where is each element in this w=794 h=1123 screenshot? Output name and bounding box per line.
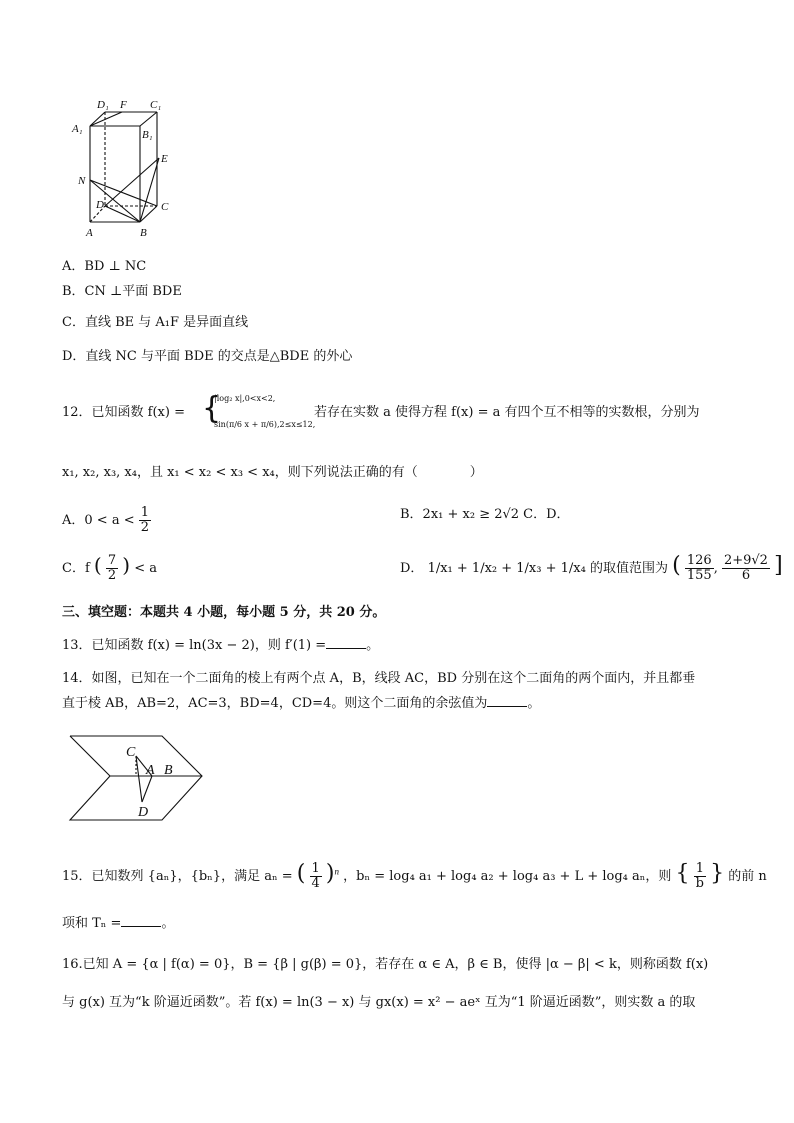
q15-base-den: 4 bbox=[311, 876, 320, 891]
q12-stem-mid: 若存在实数 a 使得方程 f(x) = a 有四个互不相等的实数根，分别为 bbox=[314, 405, 700, 420]
q15-end: 。 bbox=[161, 916, 175, 931]
q11-option-a: A．BD ⊥ NC bbox=[62, 259, 147, 274]
paren-open: ( bbox=[672, 553, 681, 578]
q15-line2: 项和 Tₙ = bbox=[62, 916, 122, 931]
q15-line1 bbox=[62, 862, 767, 891]
q14-line2: 直于棱 AB，AB=2，AC=3，BD=4，CD=4。则这个二面角的余弦值为 bbox=[62, 696, 488, 711]
q14-line1: 14．如图，已知在一个二面角的棱上有两个点 A，B，线段 AC，BD 分别在这个二面角的两个面内，并且都垂 bbox=[62, 671, 696, 686]
q12-option-d-right-den: 6 bbox=[741, 568, 751, 583]
q12-piece2: sin(π/6 x + π/6),2≤x≤12, bbox=[214, 420, 316, 429]
q12-option-d-right-fraction bbox=[722, 554, 770, 583]
q14-end: 。 bbox=[527, 696, 541, 711]
q12-option-d-mid: 的取值范围为 bbox=[589, 561, 668, 576]
q15-answer-blank bbox=[121, 914, 161, 927]
q11-option-d: D．直线 NC 与平面 BDE 的交点是△BDE 的外心 bbox=[62, 349, 353, 364]
bracket-close: ] bbox=[774, 553, 783, 578]
cube-label-F: F bbox=[120, 99, 127, 111]
q13-text: 13．已知函数 f(x) = ln(3x − 2)，则 f′(1) = bbox=[62, 638, 327, 653]
q15-after: 的前 n bbox=[728, 869, 767, 884]
q15-set-den: b bbox=[695, 876, 704, 891]
q12-option-c-num: 7 bbox=[107, 553, 117, 568]
q13 bbox=[62, 636, 379, 655]
q16-line1: 16.已知 A = {α | f(α) = 0}，B = {β | g(β) = 0}，若存在 α ∈ A，β ∈ B，使得 |α − β| < k，则称函数 f(x) bbox=[62, 957, 709, 972]
q14-line2-wrap bbox=[62, 694, 540, 713]
q15-set-fraction bbox=[694, 862, 706, 891]
cube-label-B1: B₁ bbox=[142, 129, 153, 141]
q15-stem: 15．已知数列 {aₙ}，{bₙ}，满足 aₙ = bbox=[62, 869, 293, 884]
cube-label-C: C bbox=[161, 201, 169, 213]
cube-label-N: N bbox=[78, 175, 86, 187]
cube-figure bbox=[60, 96, 190, 246]
cube-label-A: A bbox=[86, 227, 93, 239]
q13-end: 。 bbox=[366, 638, 380, 653]
q15-mid: ，bₙ = log₄ a₁ + log₄ a₂ + log₄ a₃ + L + log₄ aₙ，则 bbox=[343, 869, 672, 884]
cube-label-D: D bbox=[96, 199, 104, 211]
dihedral-label-D: D bbox=[138, 805, 149, 820]
q12-option-d: D． 1/x₁ + 1/x₂ + 1/x₃ + 1/x₄ 的取值范围为 ( $\frac{126}{155}$ , $\frac{2+9√2}{6}$ ] bbox=[400, 553, 783, 583]
cube-label-B: B bbox=[140, 227, 147, 239]
q12-option-d-right-num: 2+9√2 bbox=[723, 553, 768, 568]
paren-close: ) bbox=[122, 553, 131, 577]
q13-answer-blank bbox=[326, 636, 366, 649]
q12-option-d-sum: 1/x₁ + 1/x₂ + 1/x₃ + 1/x₄ bbox=[427, 561, 586, 576]
cube-label-E: E bbox=[161, 153, 168, 165]
q15-base-num: 1 bbox=[311, 861, 320, 876]
q12-option-d-left-den: 155 bbox=[686, 568, 712, 583]
q12-option-c-suffix: < a bbox=[134, 561, 158, 576]
brace-close: } bbox=[710, 861, 725, 886]
q12-stem-start: 12．已知函数 f(x) = bbox=[62, 405, 185, 420]
q11-option-c: C．直线 BE 与 A₁F 是异面直线 bbox=[62, 315, 249, 330]
q12-piece1: |log₂ x|,0<x<2, bbox=[214, 394, 276, 403]
paren-close: ) bbox=[325, 861, 335, 886]
q12-option-d-left-fraction bbox=[685, 554, 714, 583]
q12-brace: { bbox=[202, 391, 222, 426]
q16-line2: 与 g(x) 互为“k 阶逼近函数”。若 f(x) = ln(3 − x) 与 gx(x) = x² − aeˣ 互为“1 阶逼近函数”，则实数 a 的取 bbox=[62, 995, 696, 1010]
paren-open: ( bbox=[296, 861, 306, 886]
q11-option-b: B．CN ⊥平面 BDE bbox=[62, 284, 182, 299]
q12-option-a-num: 1 bbox=[140, 505, 150, 520]
cube-label-A1: A₁ bbox=[72, 123, 83, 135]
q15-line2-wrap bbox=[62, 914, 174, 933]
q15-set-num: 1 bbox=[695, 861, 704, 876]
q12-option-d-left-num: 126 bbox=[686, 553, 712, 568]
q15-base-fraction bbox=[310, 862, 322, 891]
q12-option-a bbox=[62, 506, 151, 535]
q12-option-a-fraction bbox=[139, 506, 151, 535]
q12-option-c-fraction bbox=[106, 554, 118, 583]
q12-option-b: B．2x₁ + x₂ ≥ 2√2 C．D． bbox=[400, 507, 570, 522]
dihedral-figure bbox=[66, 732, 216, 828]
cube-label-D1: D₁ bbox=[97, 99, 109, 111]
q12-option-a-prefix: A．0 < a < bbox=[62, 513, 135, 528]
q12-option-d-prefix: D． bbox=[400, 561, 424, 576]
brace-open: { bbox=[675, 861, 690, 886]
q14-answer-blank bbox=[487, 694, 527, 707]
q12-stem-line2: x₁, x₂, x₃, x₄，且 x₁ < x₂ < x₃ < x₄，则下列说法正确的有（ ） bbox=[62, 465, 483, 480]
cube-label-C1: C₁ bbox=[150, 99, 162, 111]
q12-option-c-den: 2 bbox=[107, 568, 117, 583]
q15-exponent: n bbox=[334, 866, 340, 877]
dihedral-label-B: B bbox=[164, 763, 173, 778]
paren-open: ( bbox=[93, 553, 102, 577]
section-3-heading: 三、填空题：本题共 4 小题，每小题 5 分，共 20 分。 bbox=[62, 605, 386, 620]
q12-option-a-den: 2 bbox=[140, 520, 150, 535]
q12-option-c bbox=[62, 554, 157, 583]
q12-option-c-prefix: C．f bbox=[62, 561, 90, 576]
dihedral-label-A: A bbox=[146, 763, 155, 778]
dihedral-label-C: C bbox=[126, 745, 136, 760]
